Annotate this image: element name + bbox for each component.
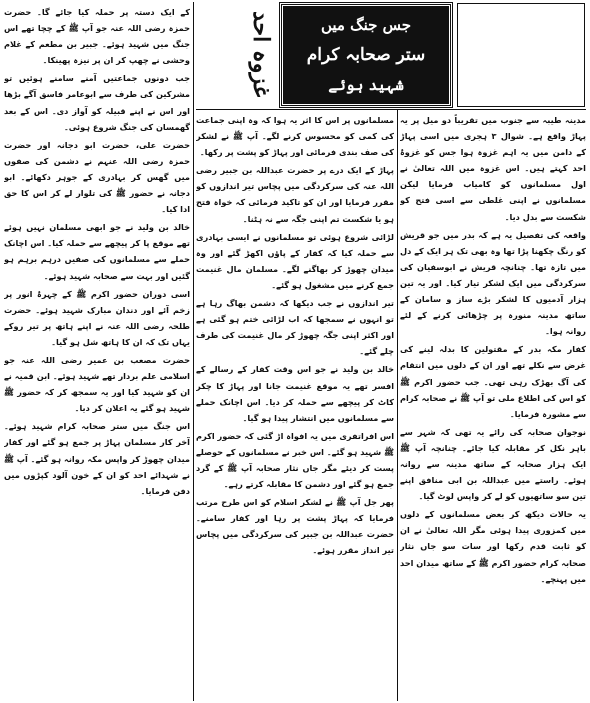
paragraph: مسلمانوں پر اس کا اثر یہ ہوا کہ وہ اپنی جماعت کی کمی کو محسوس کرنے لگے۔ آپ ﷺ نے لشکر کی صف بندی فرمائی اور پہاڑ کو پشت پر رکھا۔ [196, 115, 394, 158]
article-column-right [400, 112, 586, 699]
paragraph: یہ حالات دیکھ کر بعض مسلمانوں کے دلوں میں کمزوری پیدا ہوئی مگر اللہ تعالیٰ نے ان کو ثابت قدم رکھا اور سات سو جاں نثار صحابہ کرام حضور اکرم ﷺ کے ساتھ میدان احد میں پہنچے۔ [400, 509, 586, 584]
paragraph: اسی دوران حضور اکرم ﷺ کے چہرۂ انور پر زخم آئے اور دندان مبارک شہید ہوئے۔ حضرت طلحہ رضی اللہ عنہ نے اپنے ہاتھ پر تیر روکے یہاں تک کہ ان کا ہاتھ شل ہو گیا۔ [4, 288, 190, 347]
paragraph: اس افراتفری میں یہ افواہ اڑ گئی کہ حضور اکرم ﷺ شہید ہو گئے۔ اس خبر نے مسلمانوں کے حوصلے پست کر دیئے مگر جاں نثار صحابہ آپ ﷺ کے گرد جمع ہو گئے اور دشمن کا مقابلہ کرتے رہے۔ [196, 430, 394, 490]
paragraph: کے ایک دستہ پر حملہ کیا جائے گا۔ حضرت حمزہ رضی اللہ عنہ جو آپ ﷺ کے چچا تھے اس جنگ میں شہید ہوئے۔ جبیر بن مطعم کے غلام وحشی نے چھپ کر ان پر نیزہ پھینکا۔ [4, 7, 190, 66]
paragraph: لڑائی شروع ہوئی تو مسلمانوں نے ایسی بہادری سے حملہ کیا کہ کفار کے پاؤں اکھڑ گئے اور وہ میدان چھوڑ کر بھاگنے لگے۔ مسلمان مال غنیمت جمع کرنے میں مشغول ہو گئے۔ [196, 231, 394, 290]
header-frame [457, 3, 585, 107]
header-subtitle-line1: جس جنگ میں [320, 16, 412, 34]
paragraph: پھر جل آپ ﷺ نے لشکر اسلام کو اس طرح مرتب فرمایا کہ پہاڑ پشت پر رہا اور کفار سامنے۔ حضرت عبداللہ بن جبیر کی سرکردگی میں پچاس تیر انداز مقرر ہوئے۔ [196, 497, 394, 556]
paragraph: جب دونوں جماعتیں آمنے سامنے ہوئیں تو مشرکین کی طرف سے ابوعامر فاسق آگے بڑھا اور اس نے اپنے قبیلہ کو آواز دی۔ اس کے بعد گھمسان کی جنگ شروع ہوئی۔ [4, 73, 190, 132]
paragraph: مدینہ طیبہ سے جنوب میں تقریباً دو میل پر یہ پہاڑ واقع ہے۔ شوال ۳ ہجری میں اسی پہاڑ کے دامن میں یہ اہم غزوہ ہوا جس کو غزوۂ احد کہتے ہیں۔ اس غزوہ میں اللہ تعالیٰ نے اول مسلمانوں کو کامیاب فرمایا لیکن مسلمانوں نے اپنی غلطی سے اسی فتح کو شکست سے بدل دیا۔ [400, 115, 586, 222]
header-underline [196, 109, 586, 110]
paragraph: واقعہ کی تفصیل یہ ہے کہ بدر میں جو قریش کو رنگ چکھنا پڑا تھا وہ بھی تک ہر ایک کے دل میں تازہ تھا۔ چنانچہ قریش نے ابوسفیان کی سرکردگی میں ایک لشکر تیار کیا۔ اور یہ تین ہزار آدمیوں کا لشکر بڑے ساز و سامان کے ساتھ مدینہ منورہ پر چڑھائی کرنے کے لئے روانہ ہوا۔ [400, 229, 586, 337]
paragraph: کفار مکہ بدر کے مقتولین کا بدلہ لینے کی غرض سے نکلے تھے اور ان کے دلوں میں انتقام کی آگ بھڑک رہی تھی۔ جب حضور اکرم ﷺ کو اس کی اطلاع ملی تو آپ ﷺ نے صحابہ کرام سے مشورہ فرمایا۔ [400, 344, 586, 419]
paragraph: اس جنگ میں ستر صحابہ کرام شہید ہوئے۔ آخر کار مسلمان پہاڑ پر جمع ہو گئے اور کفار میدان چھوڑ کر واپس مکہ روانہ ہو گئے۔ آپ ﷺ نے شہدائے احد کو ان کے خون آلود کپڑوں میں دفن فرمایا۔ [4, 421, 190, 496]
column-divider-left [193, 2, 194, 701]
article-column-left [4, 4, 190, 699]
column-divider-right [397, 110, 398, 701]
article-column-middle [196, 112, 394, 699]
header-subtitle-line2: ستر صحابہ کرام [306, 45, 426, 65]
paragraph: پہاڑ کے ایک درے پر حضرت عبداللہ بن جبیر رضی اللہ عنہ کی سرکردگی میں پچاس تیر اندازوں کو مقرر فرمایا اور ان کو تاکید فرمائی کہ خواہ فتح ہو یا شکست تم اپنی جگہ سے نہ ہٹنا۔ [196, 165, 394, 224]
paragraph: نوجوان صحابہ کی رائے یہ تھی کہ شہر سے باہر نکل کر مقابلہ کیا جائے۔ چنانچہ آپ ﷺ ایک ہزار صحابہ کے ساتھ مدینہ سے روانہ ہوئے۔ راستے میں عبداللہ بن ابی منافق اپنے تین سو ساتھیوں کو لے کر واپس لوٹ گیا۔ [400, 426, 586, 502]
header-subtitle-line3: شہید ہوئے [328, 76, 404, 94]
header-banner [280, 3, 452, 107]
paragraph: خالد بن ولید نے جو ابھی مسلمان نہیں ہوئے تھے موقع پا کر پیچھے سے حملہ کیا۔ اس اچانک حملے سے مسلمانوں کی صفیں درہم برہم ہو گئیں اور بہت سے صحابہ شہید ہوئے۔ [4, 222, 190, 281]
paragraph: خالد بن ولید نے جو اس وقت کفار کے رسالے کے افسر تھے یہ موقع غنیمت جانا اور پہاڑ کا چکر کاٹ کر پیچھے سے حملہ کر دیا۔ اس اچانک حملے سے مسلمانوں میں انتشار پیدا ہو گیا۔ [196, 364, 394, 423]
header-title: غزوہ احد [248, 10, 274, 98]
paragraph: حضرت علی، حضرت ابو دجانہ اور حضرت حمزہ رضی اللہ عنہم نے دشمن کی صفوں میں گھس کر بہادری کے جوہر دکھائے۔ ابو دجانہ نے حضور ﷺ کی تلوار لے کر اس کا حق ادا کیا۔ [4, 139, 190, 215]
paragraph: حضرت مصعب بن عمیر رضی اللہ عنہ جو اسلامی علم بردار تھے شہید ہوئے۔ ابن قمیہ نے ان کو شہید کیا اور یہ سمجھ کر کہ حضور ﷺ شہید ہو گئے یہ اعلان کر دیا۔ [4, 354, 190, 414]
paragraph: تیر اندازوں نے جب دیکھا کہ دشمن بھاگ رہا ہے تو انہوں نے سمجھا کہ اب لڑائی ختم ہو گئی ہے اور اکثر اپنی جگہ چھوڑ کر مال غنیمت کی طرف چلے گئے۔ [196, 298, 394, 357]
